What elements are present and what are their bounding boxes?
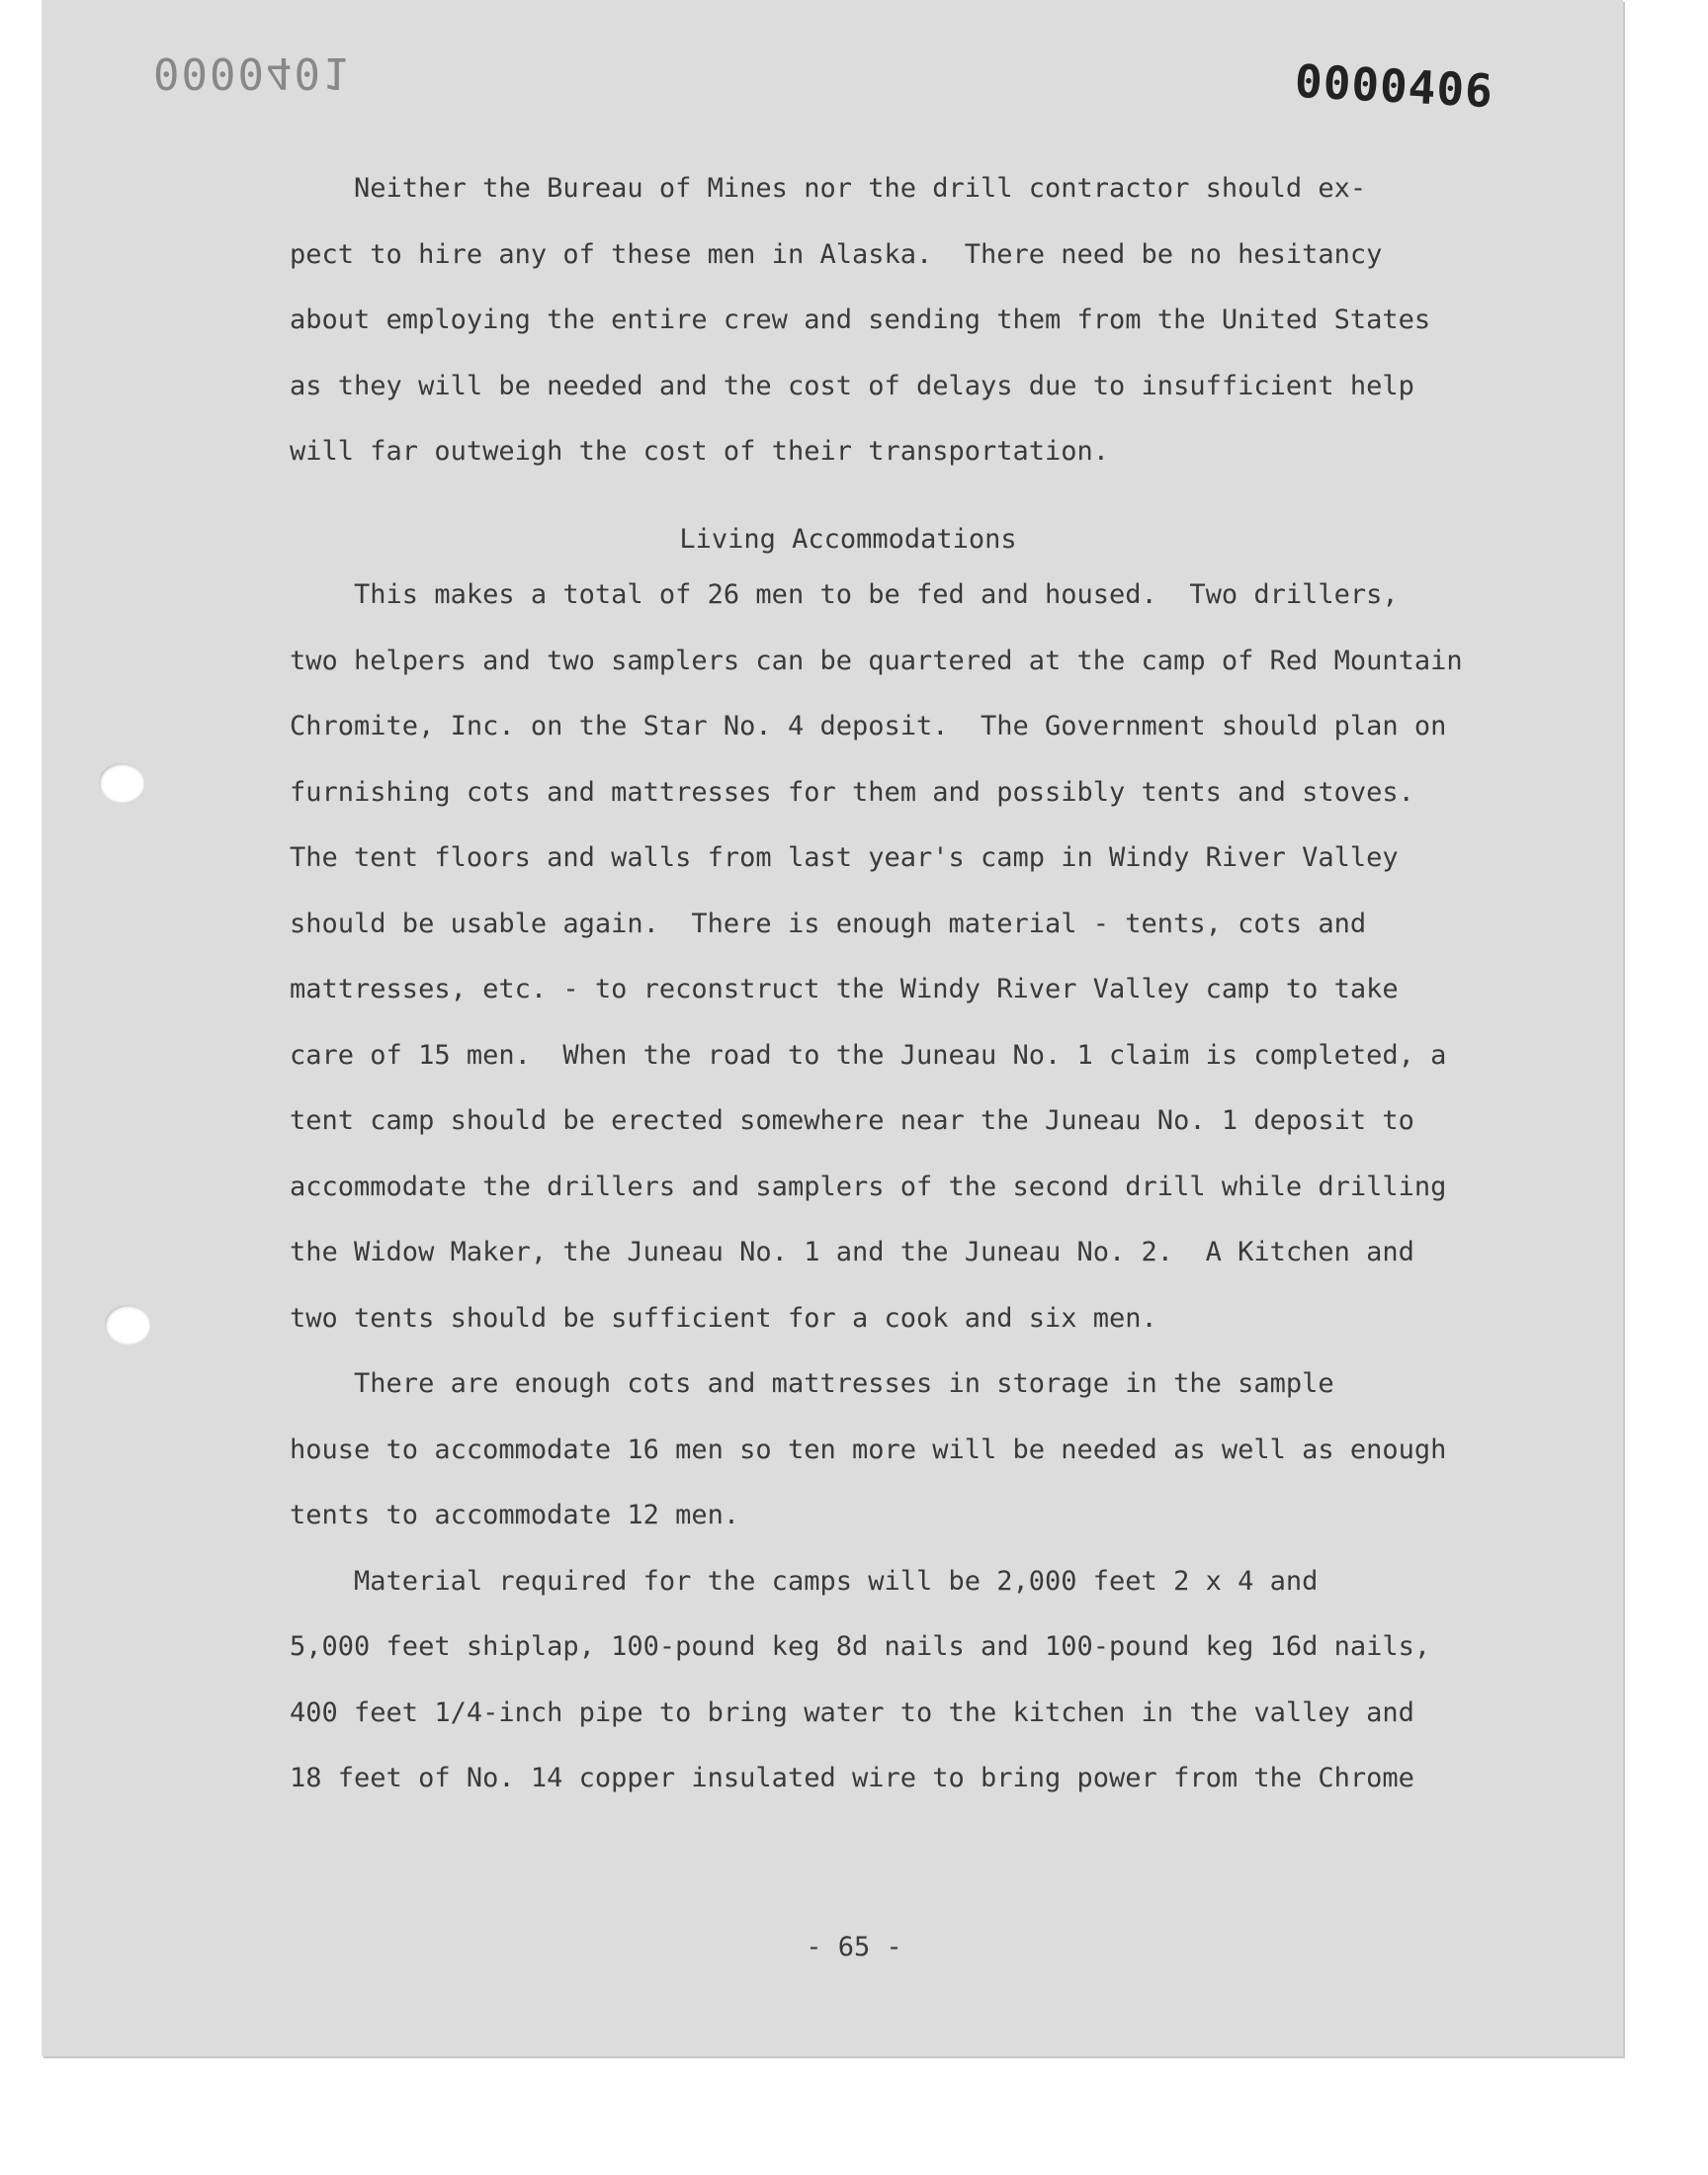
text-line: should be usable again. There is enough material - tents, cots and bbox=[225, 908, 1367, 939]
text-line: will far outweigh the cost of their transportation. bbox=[225, 436, 1110, 467]
text-line: Material required for the camps will be 2,000 feet 2 x 4 and bbox=[225, 1565, 1319, 1597]
section-heading: Living Accommodations bbox=[679, 523, 1017, 555]
text-line: furnishing cots and mattresses for them and possibly tents and stoves. bbox=[225, 776, 1414, 808]
text-line: tent camp should be erected somewhere near the Juneau No. 1 deposit to bbox=[225, 1105, 1414, 1136]
text-line: two tents should be sufficient for a cook and six men. bbox=[225, 1302, 1157, 1334]
text-line: 5,000 feet shiplap, 100-pound keg 8d nails and 100-pound keg 16d nails, bbox=[225, 1631, 1431, 1662]
text-line: two helpers and two samplers can be quartered at the camp of Red Mountain bbox=[225, 645, 1463, 676]
page-number: - 65 - bbox=[806, 1932, 902, 1962]
paragraph-employment bbox=[225, 156, 1471, 485]
text-line: mattresses, etc. - to reconstruct the Windy River Valley camp to take bbox=[225, 974, 1399, 1004]
text-line: about employing the entire crew and sending them from the United States bbox=[225, 304, 1431, 335]
punch-hole-lower bbox=[105, 1305, 150, 1345]
paragraph-storage bbox=[225, 1351, 1471, 1549]
paragraph-materials bbox=[225, 1549, 1471, 1812]
archive-stamp-right: 0000406 bbox=[1293, 53, 1495, 119]
archive-stamp-left: 0000401 bbox=[153, 47, 351, 98]
text-line: Neither the Bureau of Mines nor the drill contractor should ex- bbox=[225, 173, 1367, 204]
text-line: as they will be needed and the cost of delays due to insufficient help bbox=[225, 370, 1414, 401]
text-line: care of 15 men. When the road to the Juneau No. 1 claim is completed, a bbox=[225, 1039, 1447, 1071]
punch-hole-upper bbox=[99, 763, 144, 803]
body-text bbox=[225, 156, 1471, 1812]
text-line: house to accommodate 16 men so ten more will be needed as well as enough bbox=[225, 1434, 1447, 1465]
text-line: the Widow Maker, the Juneau No. 1 and the Juneau No. 2. A Kitchen and bbox=[225, 1237, 1414, 1267]
text-line: tents to accommodate 12 men. bbox=[225, 1500, 740, 1530]
text-line: The tent floors and walls from last year's camp in Windy River Valley bbox=[225, 842, 1399, 873]
text-line: 400 feet 1/4-inch pipe to bring water to the kitchen in the valley and bbox=[225, 1696, 1414, 1728]
paragraph-living bbox=[225, 563, 1471, 1351]
text-line: There are enough cots and mattresses in storage in the sample bbox=[225, 1368, 1334, 1399]
text-line: accommodate the drillers and samplers of the second drill while drilling bbox=[225, 1171, 1447, 1202]
text-line: Chromite, Inc. on the Star No. 4 deposit. The Government should plan on bbox=[225, 711, 1447, 741]
text-line: pect to hire any of these men in Alaska. There need be no hesitancy bbox=[225, 238, 1383, 270]
text-line: This makes a total of 26 men to be fed and housed. Two drillers, bbox=[225, 579, 1399, 610]
text-line: 18 feet of No. 14 copper insulated wire to bring power from the Chrome bbox=[225, 1763, 1414, 1793]
